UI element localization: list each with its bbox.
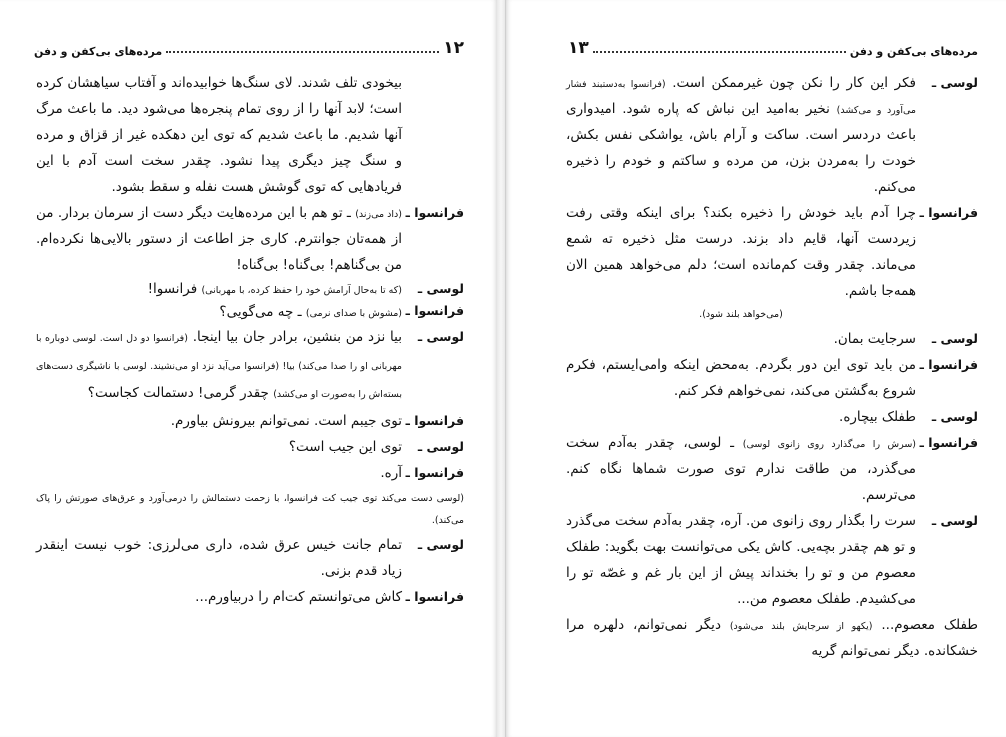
dialogue-line: ـ تو هم با این مرده‌هایت دیگر دست از سرمان بردار. من از همه‌تان جوانترم. کاری جز اطاعت از دستور بالایی‌ها نکرده‌ام. من بی‌گناهم! بی‌گناه! بی‌گناه! (36, 205, 402, 273)
left-page (0, 0, 498, 737)
dialogue-block (566, 200, 978, 326)
speaker-name: لوسی ـ (931, 513, 978, 528)
dialogue-block (566, 352, 978, 404)
dialogue-line: ـ لوسی، چقدر به‌آدم سخت می‌گذرد، من طاقت ندارم توی صورت شماها نگاه کنم. می‌ترسم. (566, 435, 916, 503)
right-page-body (566, 70, 978, 664)
dialogue-text: تمام جانت خیس عرق شده، داری می‌لرزی: خوب نیست اینقدر زیاد قدم بزنی. (36, 537, 402, 579)
speaker-name: لوسی ـ (417, 439, 464, 454)
dialogue-text (36, 278, 402, 300)
running-title: مرده‌های بی‌کفن و دفن (849, 45, 978, 58)
dialogue-block (566, 430, 978, 508)
dialogue-block (36, 278, 464, 300)
speaker-name: لوسی ـ (931, 409, 978, 424)
dialogue-block (36, 200, 464, 278)
dialogue-block (36, 584, 464, 610)
dialogue-text: طفلک بیچاره. (839, 409, 916, 425)
header-dot-leader (166, 51, 439, 53)
speaker-name: فرانسوا ـ (405, 465, 464, 480)
dialogue-line: بیا نزد من بنشین، برادر جان بیا اینجا. (192, 329, 403, 345)
dialogue-text: سرت را بگذار روی زانوی من. آره، چقدر به‌آدم سخت می‌گذرد و تو هم چقدر بچه‌یی. کاش یکی می‌توانست بهت بگوید: طفلک معصوم من و تو را بخنداند پیش از این بار غم و غصّه تو را می‌کشیدم. طفلک معصوم من... (566, 513, 916, 607)
dialogue-line: طفلک معصوم... (881, 617, 979, 633)
dialogue-text (566, 612, 978, 664)
dialogue-text: من باید توی این دور بگردم. به‌محض اینکه وامی‌ایستم، فکرم شروع به‌گشتن می‌کند، نمی‌خواهم فکر کنم. (566, 357, 916, 399)
stage-direction: (می‌خواهد بلند شود). (699, 309, 783, 320)
dialogue-block (36, 70, 464, 200)
dialogue-text (36, 200, 402, 278)
dialogue-text (566, 200, 916, 326)
left-page-body (36, 70, 464, 610)
running-title: مرده‌های بی‌کفن و دفن (34, 45, 163, 58)
dialogue-block (36, 532, 464, 584)
dialogue-line: فرانسوا! (147, 281, 198, 297)
right-page-header (568, 38, 978, 58)
header-dot-leader (593, 51, 846, 53)
stage-direction: (مشوش با صدای نرمی) (305, 308, 402, 319)
dialogue-text (566, 430, 916, 508)
book-gutter (497, 0, 505, 737)
dialogue-text (36, 324, 402, 408)
dialogue-line: ـ چه می‌گویی؟ (219, 304, 302, 320)
speaker-name: لوسی ـ (417, 281, 464, 296)
speaker-name: فرانسوا ـ (919, 357, 978, 372)
stage-direction: (داد می‌زند) (355, 209, 402, 220)
speaker-name: لوسی ـ (417, 537, 464, 552)
speaker-name: فرانسوا ـ (405, 413, 464, 428)
dialogue-text (566, 70, 916, 200)
dialogue-line: دیگر نمی‌توانم، دلهره مرا خشکانده. دیگر نمی‌توانم گریه (566, 617, 978, 659)
dialogue-block (36, 486, 464, 532)
page-number: ۱۳ (568, 38, 589, 58)
dialogue-line: چرا آدم باید خودش را ذخیره بکند؟ برای اینکه وقتی رفت زیردست آنها، قایم داد بزند. درست مثل ذخیره ته شمع می‌ماند. چقدر وقت کم‌مانده است؛ دلم می‌خواهد همین الان همه‌جا باشم. (566, 205, 916, 299)
dialogue-line: فکر این کار را نکن چون غیرممکن است. (672, 75, 916, 91)
dialogue-text: توی جیبم است. نمی‌توانم بیرونش بیاورم. (170, 413, 402, 429)
dialogue-line: چقدر گرمی! دستمالت کجاست؟ (87, 385, 269, 401)
left-page-header (34, 38, 464, 58)
dialogue-block (566, 508, 978, 612)
speaker-name: فرانسوا ـ (405, 303, 464, 318)
dialogue-block (566, 70, 978, 200)
speaker-name: لوسی ـ (417, 329, 464, 344)
dialogue-block (36, 460, 464, 486)
dialogue-block (36, 408, 464, 434)
right-page (505, 0, 1006, 737)
dialogue-text: بیخودی تلف شدند. لای سنگ‌ها خوابیده‌اند و آفتاب سیاهشان کرده است؛ لابد آنها را از روی تمام پنجره‌ها می‌شود دید. ما باعث مرگ آنها شدیم. ما باعث شدیم که توی این دهکده غیر از قزاق و مرده و سنگ چیز دیگری پیدا نشود. چقدر سخت است آدم با این فریادهایی که توی گوشش هست نفله و سقط بشود. (36, 75, 402, 195)
speaker-name: لوسی ـ (931, 331, 978, 346)
dialogue-block (566, 326, 978, 352)
stage-direction: (یکهو از سرجایش بلند می‌شود) (729, 621, 873, 632)
speaker-name: فرانسوا ـ (919, 205, 978, 220)
dialogue-text (36, 300, 402, 324)
speaker-name: فرانسوا ـ (405, 589, 464, 604)
page-number: ۱۲ (443, 38, 464, 58)
dialogue-text: آره. (380, 465, 402, 481)
stage-direction: (فرانسوا دو دل است. لوسی دوباره با مهربانی او را صدا می‌کند) بیا! (فرانسوا می‌آید نزد او می‌نشیند. لوسی با ناشیگری دست‌های بسته‌اش را به‌صورت او می‌کشد) (36, 333, 402, 400)
dialogue-block (566, 612, 978, 664)
dialogue-text: سرجایت بمان. (833, 331, 916, 347)
dialogue-block (36, 300, 464, 324)
dialogue-block (36, 434, 464, 460)
speaker-name: فرانسوا ـ (919, 435, 978, 450)
stage-direction: (لوسی دست می‌کند توی جیب کت فرانسوا، با زحمت دستمالش را درمی‌آورد و عرق‌های صورتش را پاک می‌کند). (36, 493, 464, 526)
stage-direction: (فرانسوا به‌دستبند فشار می‌آورد و می‌کشد) (566, 79, 916, 116)
stage-direction: (سرش را می‌گذارد روی زانوی لوسی) (742, 439, 916, 450)
speaker-name: لوسی ـ (931, 75, 978, 90)
dialogue-line: نخیر به‌امید این نباش که پاره شود. امیدواری باعث دردسر است. ساکت و آرام باش، یواشکی نفس بکش، خودت را به‌مردن بزن، من مرده و ساکتم و خودم را ذخیره می‌کنم. (566, 101, 916, 195)
stage-direction: (که تا به‌حال آرامش خود را حفظ کرده، با مهربانی) (201, 285, 402, 296)
speaker-name: فرانسوا ـ (405, 205, 464, 220)
dialogue-block (36, 324, 464, 408)
dialogue-text: توی این جیب است؟ (288, 439, 402, 455)
dialogue-block (566, 404, 978, 430)
dialogue-text: کاش می‌توانستم کت‌ام را دربیاورم... (195, 589, 402, 605)
